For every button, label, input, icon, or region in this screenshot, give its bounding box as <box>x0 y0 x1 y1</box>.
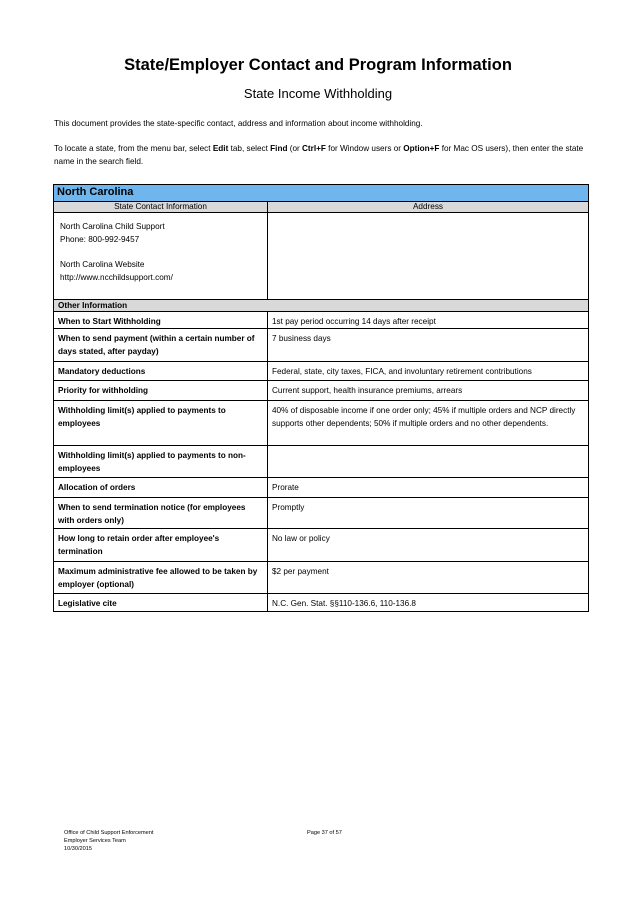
row-label: When to send payment (within a certain number of days stated, after payday) <box>54 329 268 362</box>
row-value: No law or policy <box>268 529 589 562</box>
intro-text: for Window users or <box>325 144 404 153</box>
website-url[interactable]: http://www.ncchildsupport.com/ <box>60 273 173 283</box>
row-value: Prorate <box>268 478 589 498</box>
state-info-table <box>53 184 589 612</box>
agency-name: North Carolina Child Support <box>60 222 165 231</box>
row-value: Current support, health insurance premiums, arrears <box>268 381 589 401</box>
row-value: 40% of disposable income if one order only; 45% if multiple orders and NCP directly supports other dependents; 50% if multiple orders and no other dependents. <box>268 401 589 446</box>
agency-phone: Phone: 800-992-9457 <box>60 234 140 244</box>
address-cell <box>268 213 589 300</box>
row-label: When to send termination notice (for employees with orders only) <box>54 498 268 529</box>
column-header-contact: State Contact Information <box>54 202 268 213</box>
row-value: 1st pay period occurring 14 days after receipt <box>268 312 589 329</box>
page-subtitle: State Income Withholding <box>243 86 393 101</box>
page-title: State/Employer Contact and Program Information <box>124 56 512 74</box>
intro-text: for Mac OS users), then enter the state name in the search field. <box>54 144 584 166</box>
row-label: Withholding limit(s) applied to payments to employees <box>54 401 268 446</box>
row-label: Withholding limit(s) applied to payments to non-employees <box>54 446 268 478</box>
row-value: 7 business days <box>268 329 589 362</box>
edit-keyword: Edit <box>212 144 229 153</box>
intro-text: To locate a state, from the menu bar, select <box>54 144 213 153</box>
other-information-header: Other Information <box>54 300 589 312</box>
intro-paragraph-2 <box>54 142 584 168</box>
column-header-address: Address <box>268 202 589 213</box>
contact-info-cell <box>54 213 268 300</box>
row-label: When to Start Withholding <box>54 312 268 329</box>
row-value: N.C. Gen. Stat. §§110-136.6, 110-136.8 <box>268 594 589 612</box>
website-label: North Carolina Website <box>60 260 145 270</box>
footer-org <box>64 829 153 853</box>
find-keyword: Find <box>270 144 288 153</box>
footer-page-number: Page 37 of 57 <box>307 830 342 836</box>
row-value: $2 per payment <box>268 562 589 594</box>
row-label: Maximum administrative fee allowed to be taken by employer (optional) <box>54 562 268 594</box>
ctrl-f-keyword: Ctrl+F <box>302 144 326 153</box>
intro-paragraph-1: This document provides the state-specific contact, address and information about income withholding. <box>54 119 423 128</box>
row-value <box>268 446 589 478</box>
row-label: How long to retain order after employee's termination <box>54 529 268 562</box>
footer-date: 10/30/2015 <box>64 846 92 852</box>
option-f-keyword: Option+F <box>403 144 440 153</box>
row-label: Legislative cite <box>54 594 268 612</box>
row-label: Allocation of orders <box>54 478 268 498</box>
row-value: Promptly <box>268 498 589 529</box>
row-value: Federal, state, city taxes, FICA, and involuntary retirement contributions <box>268 362 589 381</box>
intro-text: tab, select <box>228 144 271 153</box>
row-label: Mandatory deductions <box>54 362 268 381</box>
state-name-header: North Carolina <box>54 185 589 202</box>
intro-text: (or <box>287 144 303 153</box>
footer-org-line2: Employer Services Team <box>64 838 126 844</box>
row-label: Priority for withholding <box>54 381 268 401</box>
footer-org-line1: Office of Child Support Enforcement <box>64 830 154 836</box>
